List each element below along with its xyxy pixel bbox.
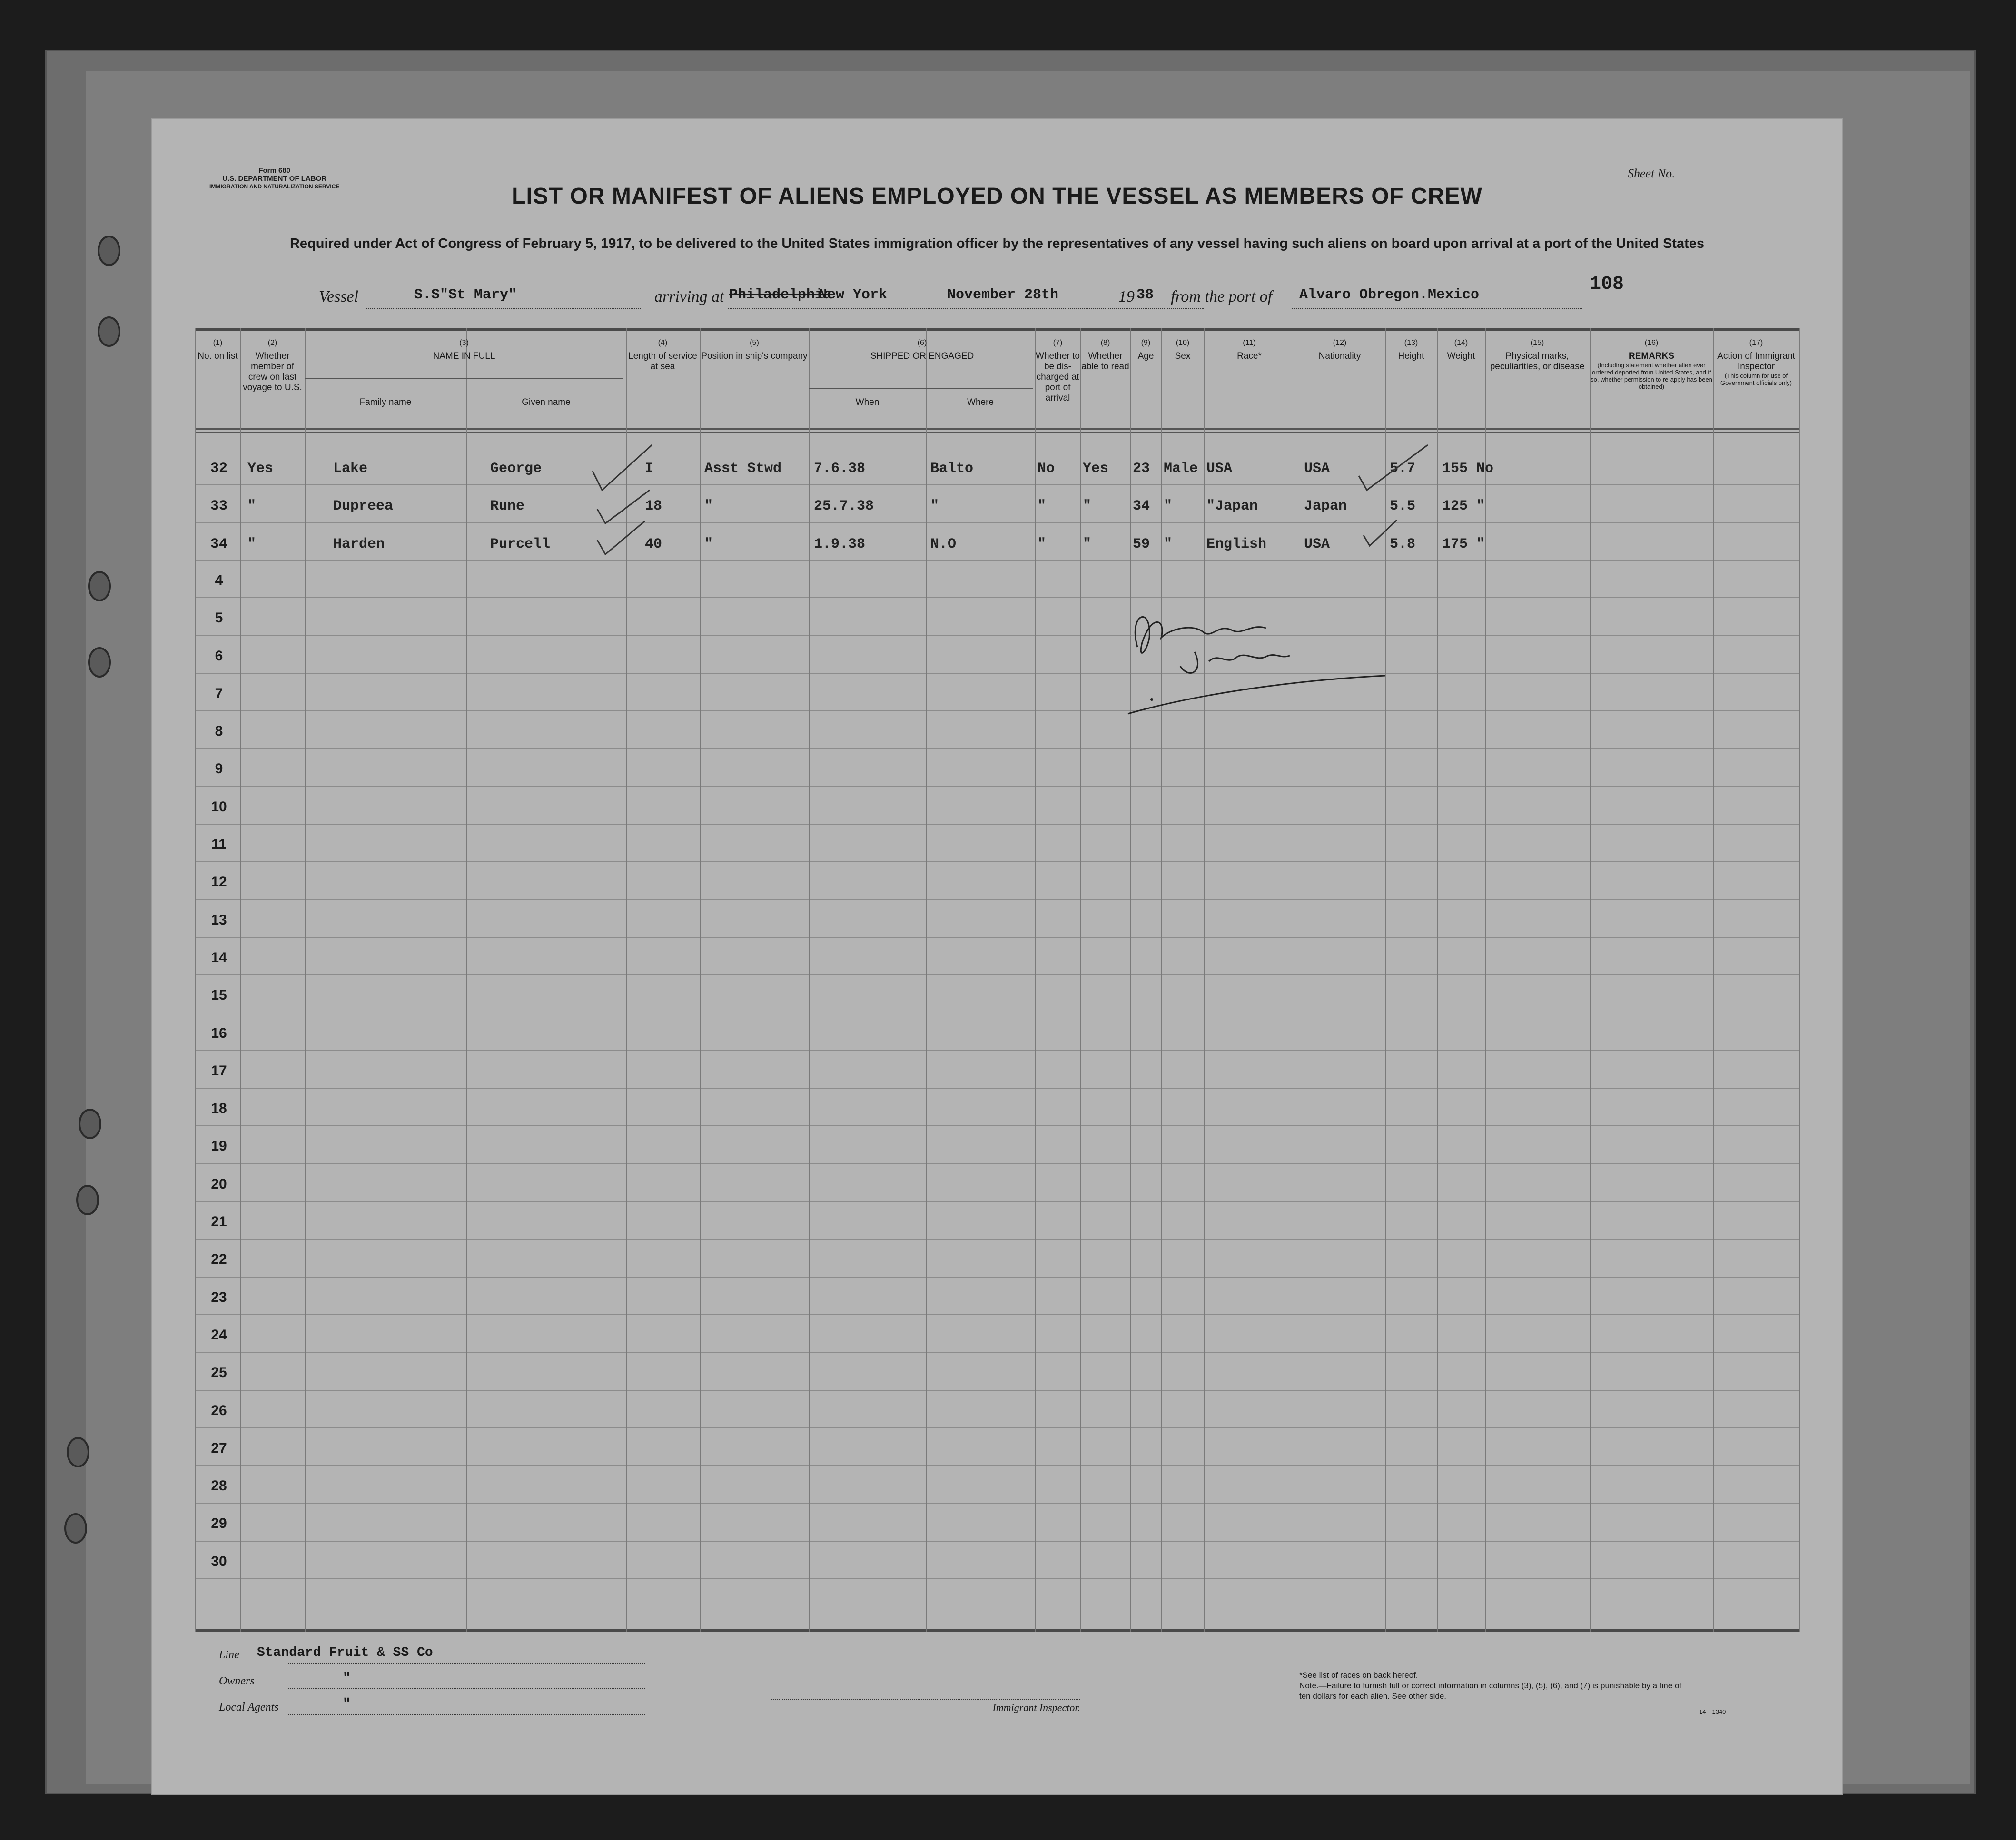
punch-hole-icon bbox=[64, 1513, 87, 1544]
cell-service: 18 bbox=[645, 498, 662, 515]
checkmark-icon bbox=[1356, 443, 1433, 495]
cell-when: 25.7.38 bbox=[814, 498, 874, 515]
header-when: When bbox=[855, 397, 880, 407]
manifest-page bbox=[152, 119, 1842, 1794]
cell-service: I bbox=[645, 461, 654, 477]
cell-position: " bbox=[704, 536, 713, 552]
cell-height: 5.5 bbox=[1390, 498, 1416, 515]
cell-given: Purcell bbox=[490, 536, 551, 552]
agents-value: " bbox=[343, 1697, 351, 1712]
header-remarks: (16) REMARKS (Including statement whether alien ever ordered deported from United States, and if so, whether permission to re-apply has been obtained) bbox=[1591, 339, 1712, 390]
sheet-number-field bbox=[1628, 167, 1745, 181]
row-number: 5 bbox=[215, 610, 223, 626]
cell-read: " bbox=[1083, 536, 1092, 552]
cell-given: Rune bbox=[490, 498, 525, 515]
department-name: U.S. DEPARTMENT OF LABOR bbox=[222, 175, 327, 183]
arriving-struck: Philadelphia bbox=[729, 287, 832, 303]
cell-discharged: " bbox=[1038, 536, 1047, 552]
cell-race: "Japan bbox=[1206, 498, 1258, 515]
cell-sex: Male bbox=[1164, 461, 1198, 477]
punch-hole-icon bbox=[79, 1109, 101, 1139]
cell-where: Balto bbox=[930, 461, 974, 477]
punch-hole-icon bbox=[98, 316, 120, 347]
service-name: IMMIGRATION AND NATURALIZATION SERVICE bbox=[209, 183, 340, 190]
row-number: 29 bbox=[211, 1515, 227, 1532]
cell-height: 5.8 bbox=[1390, 536, 1416, 552]
arriving-port: New York bbox=[819, 287, 888, 303]
header-nationality: (12) Nationality bbox=[1318, 339, 1361, 361]
header-inspector-action: (17) Action of Immigrant Inspector (This column for use of Government officials only) bbox=[1717, 339, 1795, 386]
page-subtitle: Required under Act of Congress of February 5, 1917, to be delivered to the United States immigration officer by the representatives of any vessel having such aliens on board upon arrival at a port of the United States bbox=[289, 236, 1705, 251]
punch-hole-icon bbox=[76, 1185, 99, 1215]
cell-when: 7.6.38 bbox=[814, 461, 866, 477]
cell-read: Yes bbox=[1083, 461, 1109, 477]
row-number: 28 bbox=[211, 1478, 227, 1494]
cell-sex: " bbox=[1164, 498, 1173, 515]
row-number: 23 bbox=[211, 1289, 227, 1305]
punch-hole-icon bbox=[67, 1437, 89, 1467]
row-number: 30 bbox=[211, 1553, 227, 1569]
checkmark-icon bbox=[1361, 516, 1399, 550]
cell-discharged: No bbox=[1038, 461, 1055, 477]
punch-hole-icon bbox=[98, 236, 120, 266]
cell-age: 23 bbox=[1133, 461, 1150, 477]
row-number: 15 bbox=[211, 987, 227, 1004]
page-title: LIST OR MANIFEST OF ALIENS EMPLOYED ON THE VESSEL AS MEMBERS OF CREW bbox=[512, 184, 1482, 209]
header-shipped-or-engaged: (6) SHIPPED OR ENGAGED bbox=[870, 339, 974, 361]
header-discharged: (7) Whether to be dis-charged at port of arrival bbox=[1036, 339, 1080, 403]
cell-last-voyage: " bbox=[247, 498, 257, 515]
row-number: 11 bbox=[211, 836, 227, 852]
row-number: 9 bbox=[215, 761, 223, 777]
punch-hole-icon bbox=[88, 647, 111, 678]
row-number: 6 bbox=[215, 648, 223, 664]
form-number: Form 680 bbox=[258, 167, 291, 175]
header-position: (5) Position in ship's company bbox=[701, 339, 808, 361]
cell-no: 33 bbox=[210, 498, 227, 515]
row-number: 12 bbox=[211, 874, 227, 890]
cell-family: Lake bbox=[333, 461, 368, 477]
row-number: 4 bbox=[215, 572, 223, 588]
year-value: 38 bbox=[1136, 287, 1154, 303]
header-length-of-service: (4) Length of service at sea bbox=[628, 339, 697, 372]
vessel-name: S.S"St Mary" bbox=[414, 287, 517, 303]
races-note: *See list of races on back hereof. bbox=[1299, 1671, 1418, 1680]
row-number: 16 bbox=[211, 1025, 227, 1041]
header-given-name: Given name bbox=[522, 397, 571, 407]
row-number: 10 bbox=[211, 798, 227, 815]
cell-position: Asst Stwd bbox=[704, 461, 782, 477]
footer-note bbox=[1299, 1670, 1690, 1702]
cell-weight: 175 " bbox=[1442, 536, 1485, 552]
punch-hole-icon bbox=[88, 571, 111, 601]
cell-age: 34 bbox=[1133, 498, 1150, 515]
inspector-signature-icon bbox=[1123, 595, 1390, 718]
header-sex: (10) Sex bbox=[1175, 339, 1191, 361]
header-last-voyage: (2) Whether member of crew on last voyage to U.S. bbox=[243, 339, 302, 393]
cell-family: Dupreea bbox=[333, 498, 394, 515]
cell-race: English bbox=[1206, 536, 1267, 552]
cell-last-voyage: " bbox=[247, 536, 257, 552]
cell-service: 40 bbox=[645, 536, 662, 552]
cell-position: " bbox=[704, 498, 713, 515]
cell-nationality: USA bbox=[1304, 461, 1330, 477]
cell-no: 34 bbox=[210, 536, 227, 552]
owners-value: " bbox=[343, 1671, 351, 1686]
cell-weight: 125 " bbox=[1442, 498, 1485, 515]
row-number: 18 bbox=[211, 1101, 227, 1117]
cell-where: " bbox=[930, 498, 939, 515]
cell-height: 5.7 bbox=[1390, 461, 1416, 477]
from-port-label: from the port of bbox=[1171, 288, 1273, 305]
cell-weight: 155 No bbox=[1442, 461, 1494, 477]
arrival-date: November 28th bbox=[947, 287, 1059, 303]
row-number: 7 bbox=[215, 685, 223, 701]
row-number: 13 bbox=[211, 912, 227, 928]
row-number: 21 bbox=[211, 1214, 227, 1230]
owners-label: Owners bbox=[219, 1675, 255, 1687]
crew-manifest-table bbox=[195, 328, 1799, 1632]
form-code: 14—1340 bbox=[1699, 1708, 1726, 1715]
cell-where: N.O bbox=[930, 536, 957, 552]
cell-race: USA bbox=[1206, 461, 1233, 477]
agents-label: Local Agents bbox=[219, 1701, 279, 1713]
header-no-on-list: (1) No. on list bbox=[198, 339, 238, 361]
handwritten-sheet-number: 108 bbox=[1590, 274, 1624, 295]
header-weight: (14) Weight bbox=[1447, 339, 1475, 361]
from-port: Alvaro Obregon.Mexico bbox=[1299, 287, 1480, 303]
row-number: 20 bbox=[211, 1176, 227, 1192]
cell-nationality: USA bbox=[1304, 536, 1330, 552]
cell-family: Harden bbox=[333, 536, 385, 552]
cell-when: 1.9.38 bbox=[814, 536, 866, 552]
arriving-label: arriving at bbox=[654, 288, 724, 305]
immigrant-inspector-line: Immigrant Inspector. bbox=[771, 1699, 1080, 1714]
header-physical-marks: (15) Physical marks, peculiarities, or disease bbox=[1490, 339, 1585, 372]
row-number: 25 bbox=[211, 1365, 227, 1381]
penalty-note: Note.—Failure to furnish full or correct information in columns (3), (5), (6), and (7) is punishable by a fine of ten dollars for each alien. See other side. bbox=[1299, 1681, 1682, 1701]
cell-sex: " bbox=[1164, 536, 1173, 552]
cell-no: 32 bbox=[210, 461, 227, 477]
line-label: Line bbox=[219, 1649, 239, 1661]
cell-age: 59 bbox=[1133, 536, 1150, 552]
line-value: Standard Fruit & SS Co bbox=[257, 1645, 433, 1660]
checkmark-icon bbox=[595, 516, 647, 559]
row-number: 27 bbox=[211, 1440, 227, 1456]
vessel-info-line bbox=[319, 288, 1794, 312]
cell-nationality: Japan bbox=[1304, 498, 1347, 515]
row-number: 22 bbox=[211, 1251, 227, 1268]
header-family-name: Family name bbox=[359, 397, 412, 407]
header-where: Where bbox=[967, 397, 994, 407]
header-race: (11) Race* bbox=[1237, 339, 1262, 361]
row-number: 19 bbox=[211, 1138, 227, 1154]
vessel-label: Vessel bbox=[319, 288, 359, 305]
row-number: 26 bbox=[211, 1402, 227, 1418]
cell-discharged: " bbox=[1038, 498, 1047, 515]
sheet-number-label: Sheet No. bbox=[1628, 167, 1675, 180]
row-number: 8 bbox=[215, 723, 223, 739]
row-number: 14 bbox=[211, 949, 227, 965]
cell-last-voyage: Yes bbox=[247, 461, 274, 477]
cell-given: George bbox=[490, 461, 542, 477]
row-number: 17 bbox=[211, 1063, 227, 1079]
header-height: (13) Height bbox=[1398, 339, 1424, 361]
year-prefix: 19 bbox=[1118, 288, 1135, 305]
header-name-in-full: (3) NAME IN FULL bbox=[433, 339, 495, 361]
header-able-to-read: (8) Whether able to read bbox=[1081, 339, 1129, 372]
header-age: (9) Age bbox=[1137, 339, 1154, 361]
cell-read: " bbox=[1083, 498, 1092, 515]
row-number: 24 bbox=[211, 1327, 227, 1343]
